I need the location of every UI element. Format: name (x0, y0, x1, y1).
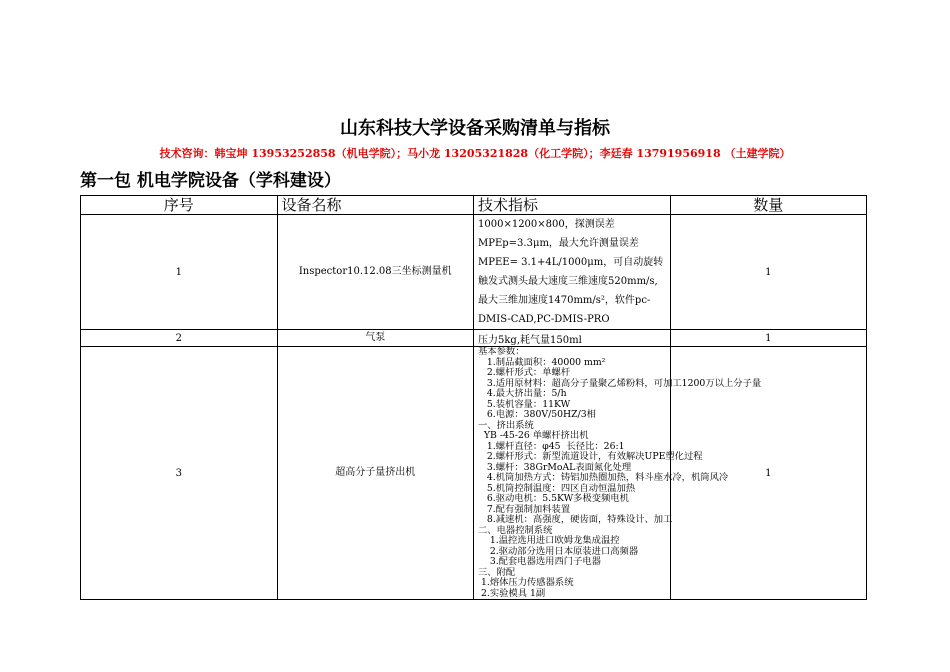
spec-line: 3.适用原材料：超高分子量聚乙烯粉料，可加工1200万以上分子量 (478, 377, 762, 389)
table-row (81, 215, 867, 330)
row-qty: 1 (670, 347, 867, 600)
row-name: 超高分子量挤出机 (277, 347, 474, 600)
spec-line: 一、挤出系统 (478, 419, 534, 431)
row-name: Inspector10.12.08三坐标测量机 (277, 215, 474, 330)
row-spec (474, 346, 762, 600)
spec-line: 1.制品截面积：40000 mm² (478, 356, 606, 368)
row-qty: 1 (670, 330, 867, 347)
table-header-row (81, 196, 867, 215)
spec-line: 2.驱动部分选用日本原装进口高频器 (478, 545, 639, 557)
spec-line: 2.实验模具 1副 (478, 587, 546, 599)
table-row (81, 347, 867, 600)
spec-line: 4.机筒加热方式：铸铝加热圈加热，料斗座水冷，机筒风冷 (478, 472, 729, 483)
header-name: 设备名称 (277, 196, 474, 215)
spec-line: 8.减速机：高强度，硬齿面，特殊设计、加工 (478, 514, 673, 525)
table-row (81, 330, 867, 347)
spec-line: 三、附配 (478, 566, 516, 578)
spec-line: 4.最大挤出量：5/h (478, 388, 567, 399)
spec-line: 2.螺杆形式：单螺杆 (478, 367, 571, 378)
section-heading: 第一包 机电学院设备（学科建设） (80, 171, 341, 191)
spec-line: 基本参数： (478, 346, 525, 357)
header-spec: 技术指标 (474, 196, 671, 215)
spec-line: 1.温控选用进口欧姆龙集成温控 (478, 535, 620, 546)
row-spec: 压力5kg,耗气量150ml (474, 330, 671, 347)
row-qty: 1 (670, 215, 867, 330)
spec-line: 6.电源：380V/50HZ/3相 (478, 409, 596, 420)
contact-info: 技术咨询：韩宝坤 13953252858（机电学院）；马小龙 13205321828（化工学院）；李廷春 13791956918 （土建学院） (159, 147, 791, 160)
spec-line: 6.驱动电机：5.5KW多极变频电机 (478, 493, 629, 504)
spec-line: 1.螺杆直径：φ45 长径比：26:1 (478, 440, 625, 452)
spec-line: 5.装机容量：11KW (478, 398, 571, 410)
header-no: 序号 (81, 196, 278, 215)
spec-line: 3.螺杆：38GrMoAL表面氮化处理 (478, 461, 632, 473)
spec-line: 2.螺杆形式：新型流道设计，有效解决UPE塑化过程 (478, 451, 703, 462)
spec-line: 1.熔体压力传感器系统 (478, 577, 574, 588)
row-no: 3 (81, 347, 278, 600)
row-no: 2 (81, 330, 278, 347)
row-name: 气泵 (277, 330, 474, 347)
spec-line: 7.配有强制加料装置 (478, 503, 571, 515)
document-title: 山东科技大学设备采购清单与指标 (340, 118, 610, 139)
row-no: 1 (81, 215, 278, 330)
spec-line: 二、电器控制系统 (478, 524, 553, 536)
row-spec: 1000×1200×800，探测误差 MPEp=3.3μm，最大允许测量误差 MPEE= 3.1+4L/1000μm，可自动旋转触发式测头最大速度三维速度520mm/s,最大三维加速度1470mm/s²，软件pc-DMIS-CAD,PC-DMIS-PRO (474, 215, 671, 330)
equipment-table (80, 195, 867, 600)
spec-line: 5.机筒控制温度：四区自动恒温加热 (478, 482, 636, 494)
spec-line: 3.配套电器选用西门子电器 (478, 556, 601, 567)
header-qty: 数量 (670, 196, 867, 215)
spec-line: YB -45-26 单螺杆挤出机 (478, 430, 589, 441)
